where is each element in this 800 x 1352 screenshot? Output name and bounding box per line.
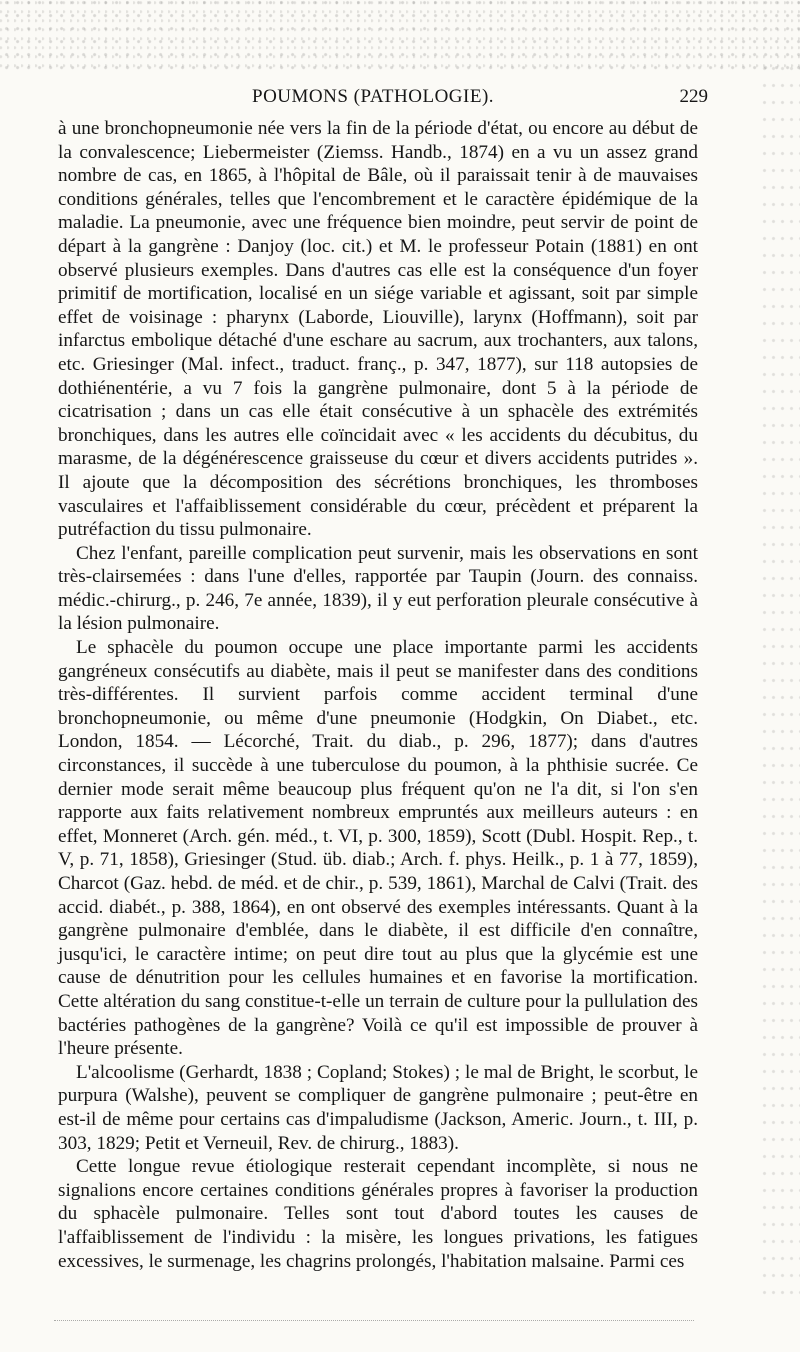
paragraph-2: Chez l'enfant, pareille complication peut survenir, mais les observations en sont très-clairsemées : dans l'une d'elles, rapportée par Taupin (Journ. des connaiss. médic.-chirurg., p. 246, 7e année, 1839), il y eut perforation pleurale consécutive à la lésion pulmonaire. [58, 542, 698, 635]
running-head [252, 86, 708, 116]
paragraph-5: Cette longue revue étiologique resterait cependant incomplète, si nous ne signalions encore certaines conditions générales propres à favoriser la production du sphacèle pulmonaire. Telles sont tout d'abord toutes les causes de l'affaiblissement de l'individu : la misère, les longues privations, les fatigues excessives, le surmenage, les chagrins prolongés, l'habitation malsaine. Parmi ces [58, 1156, 698, 1272]
paragraph-4: L'alcoolisme (Gerhardt, 1838 ; Copland; Stokes) ; le mal de Bright, le scorbut, le purpura (Walshe), peuvent se compliquer de gangrène pulmonaire ; peut-être en est-il de même pour certains cas d'impaludisme (Jackson, Americ. Journ., t. III, p. 303, 1829; Petit et Verneuil, Rev. de chirurg., 1883). [58, 1061, 698, 1154]
body-text [58, 117, 698, 1273]
book-page [24, 0, 776, 1352]
bottom-rule [54, 1320, 694, 1321]
page-number: 229 [679, 86, 708, 107]
paragraph-3: Le sphacèle du poumon occupe une place importante parmi les accidents gangréneux consécutifs au diabète, mais il peut se manifester dans des conditions très-différentes. Il survient parfois comme accident terminal d'une bronchopneumonie, ou même d'une pneumonie (Hodgkin, On Diabet., etc. London, 1854. — Lécorché, Trait. du diab., p. 296, 1877); dans d'autres circonstances, il succède à une tuberculose du poumon, à la phthisie sucrée. Ce dernier mode serait même beaucoup plus fréquent qu'on ne l'a dit, si l'on s'en rapporte aux faits relativement nombreux empruntés aux meilleurs auteurs : en effet, Monneret (Arch. gén. méd., t. VI, p. 300, 1859), Scott (Dubl. Hospit. Rep., t. V, p. 71, 1858), Griesinger (Stud. üb. diab.; Arch. f. phys. Heilk., p. 1 à 77, 1859), Charcot (Gaz. hebd. de méd. et de chir., p. 539, 1861), Marchal de Calvi (Trait. des accid. diabét., p. 388, 1864), en ont observé des exemples intéressants. Quant à la gangrène pulmonaire d'emblée, dans le diabète, il est difficile d'en connaître, jusqu'ici, le caractère intime; on peut dire tout au plus que la glycémie est une cause de dénutrition pour les cellules humaines et en favorise la mortification. Cette altération du sang constitue-t-elle un terrain de culture pour la pullulation des bactéries pathogènes de la gangrène? Voilà ce qu'il est impossible de prouver à l'heure présente. [58, 637, 698, 1060]
running-title: POUMONS (PATHOLOGIE). [252, 86, 495, 107]
paragraph-1: à une bronchopneumonie née vers la fin de la période d'état, ou encore au début de la convalescence; Liebermeister (Ziemss. Handb., 1874) en a vu un assez grand nombre de cas, en 1865, à l'hôpital de Bâle, où il paraissait tenir à de mauvaises conditions générales, telles que l'encombrement et le caractère épidémique de la maladie. La pneumonie, avec une fréquence bien moindre, peut servir de point de départ à la gangrène : Danjoy (loc. cit.) et M. le professeur Potain (1881) en ont observé plusieurs exemples. Dans d'autres cas elle est la conséquence d'un foyer primitif de mortification, localisé en un siége variable et agissant, soit par simple effet de voisinage : pharynx (Laborde, Liouville), larynx (Hoffmann), soit par infarctus embolique détaché d'une eschare au sacrum, aux trochanters, aux talons, etc. Griesinger (Mal. infect., traduct. franç., p. 347, 1877), sur 118 autopsies de dothiénentérie, a vu 7 fois la gangrène pulmonaire, dont 5 à la période de cicatrisation ; dans un cas elle était consécutive à un sphacèle des extrémités bronchiques, dans les autres elle coïncidait avec « les accidents du décubitus, du marasme, de la dégénérescence graisseuse du cœur et divers accidents putrides ». Il ajoute que la décomposition des sécrétions bronchiques, les thromboses vasculaires et l'affaiblissement considérable du cœur, précèdent et préparent la putréfaction du tissu pulmonaire. [58, 118, 698, 541]
